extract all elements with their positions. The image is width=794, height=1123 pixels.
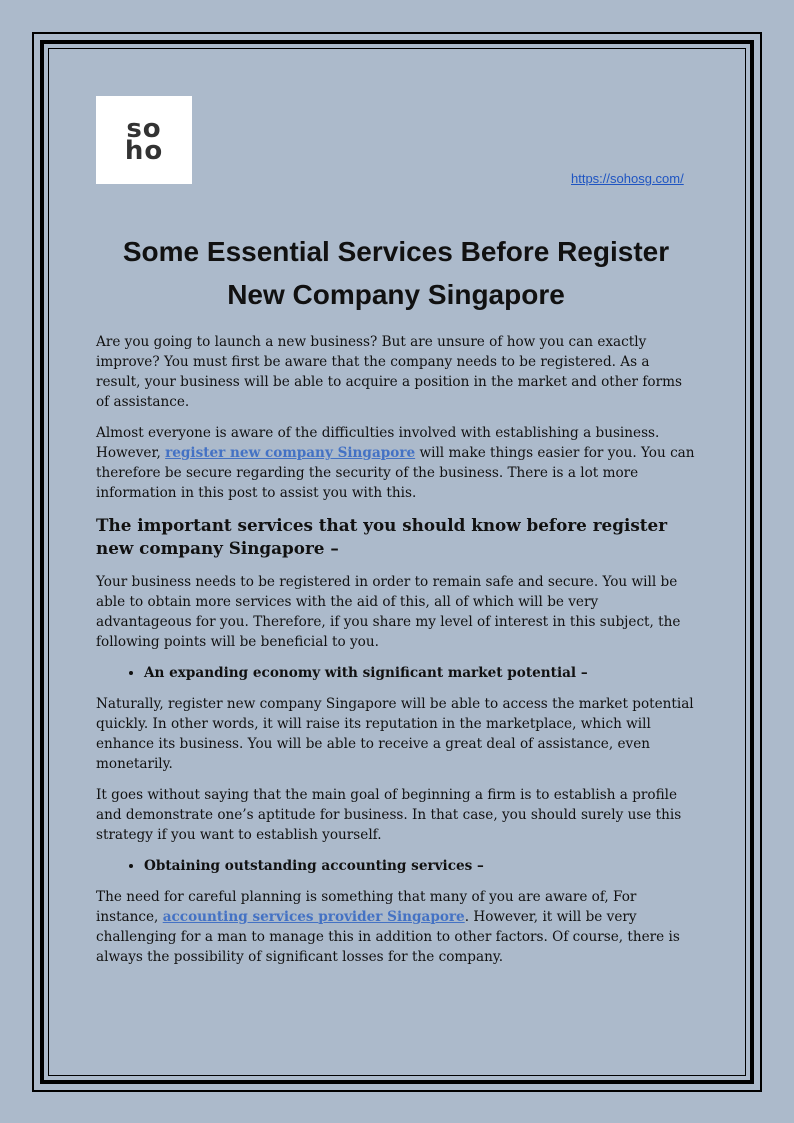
- bullet-market-potential: • An expanding economy with significant market potential –: [144, 663, 696, 683]
- site-url-link[interactable]: https://sohosg.com/: [571, 171, 684, 186]
- section-paragraph-1: Your business needs to be registered in order to remain safe and secure. You will be able to obtain more services with the aid of this, all of which will be very advantageous for you. Therefore, if you share my level of interest in this subject, the following points will be beneficial to you.: [96, 574, 681, 650]
- bullet-list-1: [96, 663, 696, 683]
- section-heading: The important services that you should know before register new company Singapore –: [96, 515, 668, 558]
- article-body: [96, 230, 696, 978]
- logo-wordmark: [124, 114, 164, 166]
- bullet-list-2: [96, 856, 696, 876]
- accounting-services-link[interactable]: accounting services provider Singapore: [162, 909, 465, 925]
- accounting-paragraph: [96, 887, 696, 967]
- market-paragraph-2: It goes without saying that the main goal of beginning a firm is to establish a profile and demonstrate one’s aptitude for business. In that case, you should surely use this strategy if you want to establish yourself.: [96, 787, 682, 843]
- logo-line-1: so: [126, 114, 162, 144]
- accounting-text-after: . However, it will be very challenging for a man to manage this in addition to other factors. Of course, there is always the possibility of significant losses for the company.: [96, 909, 680, 965]
- bullet-accounting-services: • Obtaining outstanding accounting services –: [144, 856, 696, 876]
- intro-p2-text-after: will make things easier for you. You can therefore be secure regarding the security of the business. There is a lot more information in this post to assist you with this.: [96, 445, 695, 501]
- register-company-link[interactable]: register new company Singapore: [165, 445, 416, 461]
- intro-p2-text-before: Almost everyone is aware of the difficulties involved with establishing a business. However,: [96, 425, 660, 461]
- page-title: Some Essential Services Before Register New Company Singapore: [122, 236, 670, 310]
- market-paragraph-1: Naturally, register new company Singapore will be able to access the market potential quickly. In other words, it will raise its reputation in the marketplace, which will enhance its business. You will be able to receive a great deal of assistance, even monetarily.: [96, 696, 694, 772]
- soho-logo: [96, 96, 192, 184]
- accounting-text-before: The need for careful planning is something that many of you are aware of, For instance,: [96, 889, 637, 925]
- intro-paragraph-1: Are you going to launch a new business? But are unsure of how you can exactly improve? You must first be aware that the company needs to be registered. As a result, your business will be able to acquire a position in the market and other forms of assistance.: [96, 334, 682, 410]
- intro-paragraph-2: [96, 423, 696, 503]
- logo-line-2: ho: [124, 136, 164, 166]
